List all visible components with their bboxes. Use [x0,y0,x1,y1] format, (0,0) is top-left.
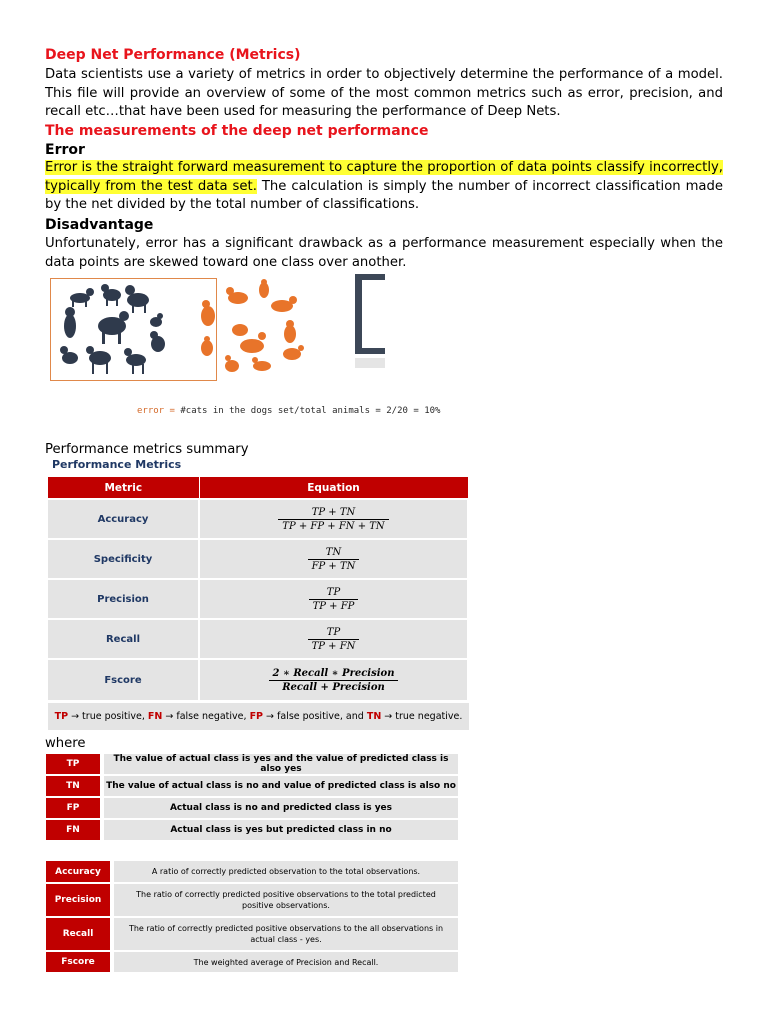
equation [199,539,468,579]
measurements-heading: The measurements of the deep net performance [45,123,429,139]
equation-numerator: 2 ∗ Recall ∗ Precision [269,668,399,681]
intro-paragraph: Data scientists use a variety of metrics in order to objectively determine the performance of a model. This file will provide an overview of some of the most common metrics such as error, precision, and recall etc…that have been used for measuring the performance of Deep Nets. [45,67,723,120]
equation-denominator: TP + FP [312,600,355,612]
term-value: The value of actual class is no and value of predicted class is also no [102,775,458,797]
equation-denominator: TP + FP + FN + TN [282,520,385,532]
equation [199,499,468,539]
metric-definition: The weighted average of Precision and Recall. [112,951,458,973]
metric-key: Recall [46,917,112,951]
bracket-graphic [355,274,385,368]
caption-label: error = [137,406,175,416]
equation [199,659,468,700]
error-paragraph [45,159,723,215]
equation-numerator: TP [308,627,360,640]
error-rest: The calculation is simply the number of incorrect classification made by the net divided by the total number of classifications. [45,178,723,213]
table-row [48,499,468,539]
term-value: The value of actual class is yes and the value of predicted class is also yes [102,754,458,775]
metrics-footnote [48,703,469,730]
performance-metrics-title: Performance Metrics [52,458,182,471]
metric-definitions-table [46,861,458,974]
metric-definition: The ratio of correctly predicted positive observations to the total predicted positive observations. [112,883,458,917]
term-key: TP [46,754,102,775]
metric-name: Fscore [48,659,199,700]
footnote-abbr: TN [366,711,382,722]
metric-name: Precision [48,579,199,619]
performance-metrics-table [48,477,469,700]
metric-definition: A ratio of correctly predicted observation to the total observations. [112,861,458,883]
dog-icons [60,284,165,374]
equation-column-header: Equation [199,477,468,499]
equation [199,579,468,619]
equation-numerator: TP + TN [278,507,388,520]
where-label: where [45,736,86,751]
dogs-and-cats-illustration [50,278,350,388]
term-key: TN [46,775,102,797]
table-row [46,951,458,973]
caption-text: #cats in the dogs set/total animals = 2/20 = 10% [180,406,441,416]
table-row [46,883,458,917]
table-row [48,659,468,700]
table-row [48,619,468,659]
error-highlight: Error is the straight forward measurement to capture the proportion of data points classify incorrectly, typically from the test data set. [45,160,723,194]
metric-name: Specificity [48,539,199,579]
table-row [46,917,458,951]
equation-denominator: Recall + Precision [282,681,385,693]
footnote-abbr: TP [54,711,69,722]
where-definitions-table [46,754,458,842]
term-key: FN [46,819,102,841]
footnote-text: → true negative. [381,711,463,722]
table-row [46,775,458,797]
table-row [48,539,468,579]
summary-label: Performance metrics summary [45,442,249,457]
metric-key: Fscore [46,951,112,973]
table-row [46,819,458,841]
footnote-text: → false positive, and [263,711,367,722]
term-key: FP [46,797,102,819]
footnote-abbr: FP [249,711,264,722]
table-header-row [48,477,468,499]
metric-key: Precision [46,883,112,917]
term-value: Actual class is no and predicted class is yes [102,797,458,819]
table-row [48,579,468,619]
equation-denominator: FP + TN [311,560,356,572]
metric-column-header: Metric [48,477,199,499]
table-row [46,797,458,819]
main-heading: Deep Net Performance (Metrics) [45,47,301,63]
equation [199,619,468,659]
disadvantage-heading: Disadvantage [45,217,154,233]
cat-icons [201,279,304,372]
metric-key: Accuracy [46,861,112,883]
metric-name: Recall [48,619,199,659]
equation-numerator: TN [308,547,360,560]
disadvantage-paragraph: Unfortunately, error has a significant drawback as a performance measurement especially when the data points are skewed toward one class over another. [45,236,723,270]
footnote-text: → false negative, [162,711,250,722]
table-row [46,754,458,775]
equation-denominator: TP + FN [311,640,356,652]
metric-name: Accuracy [48,499,199,539]
equation-numerator: TP [309,587,359,600]
metric-definition: The ratio of correctly predicted positive observations to the all observations in actual class - yes. [112,917,458,951]
footnote-abbr: FN [147,711,163,722]
footnote-text: → true positive, [68,711,148,722]
term-value: Actual class is yes but predicted class in no [102,819,458,841]
table-row [46,861,458,883]
figure-caption [137,406,440,416]
error-heading: Error [45,142,85,158]
